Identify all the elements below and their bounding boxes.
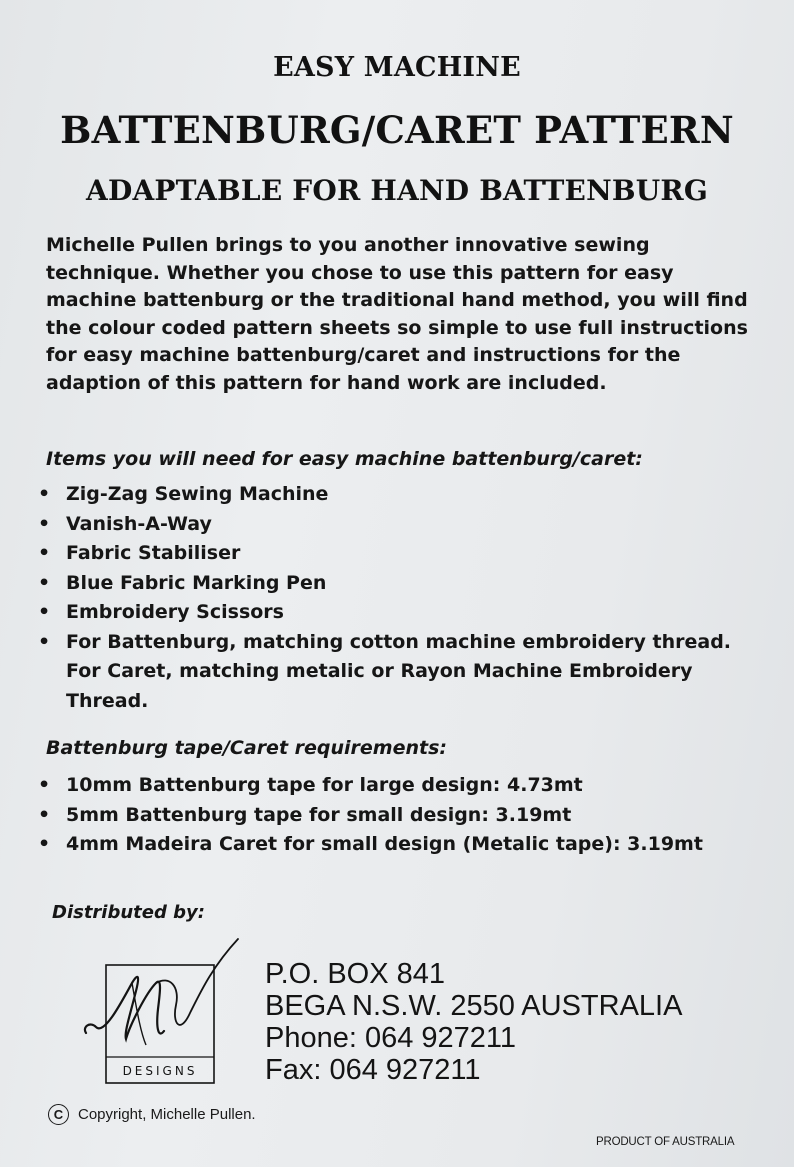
list-item [36,569,766,599]
copyright-text: Copyright, Michelle Pullen. [78,1106,256,1123]
bullet-icon: • [38,512,51,535]
items-heading: Items you will need for easy machine battenburg/caret: [46,448,643,470]
list-item-text: Fabric Stabiliser [66,542,241,564]
intro-paragraph: Michelle Pullen brings to you another innovative sewing technique. Whether you chose to use this pattern for easy machine battenburg or the traditional hand method, you will find the colour coded pattern sheets so simple to use full instructions for easy machine battenburg/caret and instructions for the adaption of this pattern for hand work are included. [46,234,748,394]
logo-text: DESIGNS [122,1064,198,1078]
items-list [36,480,766,716]
distributor-address [265,958,682,1086]
list-item-text: Zig-Zag Sewing Machine [66,483,329,505]
fax-number: Fax: 064 927211 [265,1054,481,1086]
bullet-icon: • [38,483,51,505]
list-item [36,771,766,801]
list-item-text: For Battenburg, matching cotton machine embroidery thread. For Caret, matching metalic or Rayon Machine Embroidery Thread. [66,630,732,712]
list-item-text: Vanish-A-Way [66,512,212,535]
list-item [36,598,766,628]
title-pattern: BATTENBURG/CARET PATTERN [60,108,734,152]
address-line-2: BEGA N.S.W. 2550 AUSTRALIA [265,990,683,1022]
list-item [36,539,766,569]
bullet-icon: • [38,542,51,564]
bullet-icon: • [38,571,51,594]
list-item-text: 5mm Battenburg tape for small design: 3.19mt [66,803,572,826]
bullet-icon: • [38,833,51,855]
list-item [36,480,766,510]
list-item-text: 4mm Madeira Caret for small design (Metalic tape): 3.19mt [66,833,703,855]
subtitle-adaptable: ADAPTABLE FOR HAND BATTENBURG [86,174,708,207]
list-item-text: 10mm Battenburg tape for large design: 4.73mt [66,774,583,796]
distributed-by-label: Distributed by: [52,902,205,923]
phone-number: Phone: 064 927211 [265,1022,517,1054]
tape-heading: Battenburg tape/Caret requirements: [46,737,447,759]
mp-designs-logo [80,935,245,1085]
list-item [36,801,766,831]
copyright-icon: C [48,1104,69,1125]
list-item [36,628,766,717]
tape-list [36,771,766,860]
bullet-icon: • [38,601,51,623]
list-item-text: Embroidery Scissors [66,601,284,623]
bullet-icon: • [38,803,51,826]
address-line-1: P.O. BOX 841 [265,958,446,990]
copyright-line [48,1104,256,1125]
title-easy-machine: EASY MACHINE [273,52,521,83]
list-item-text: Blue Fabric Marking Pen [66,571,327,594]
bullet-icon: • [38,774,51,796]
list-item [36,510,766,540]
list-item [36,830,766,860]
product-of-label: PRODUCT OF AUSTRALIA [596,1136,735,1148]
bullet-icon: • [38,630,51,653]
